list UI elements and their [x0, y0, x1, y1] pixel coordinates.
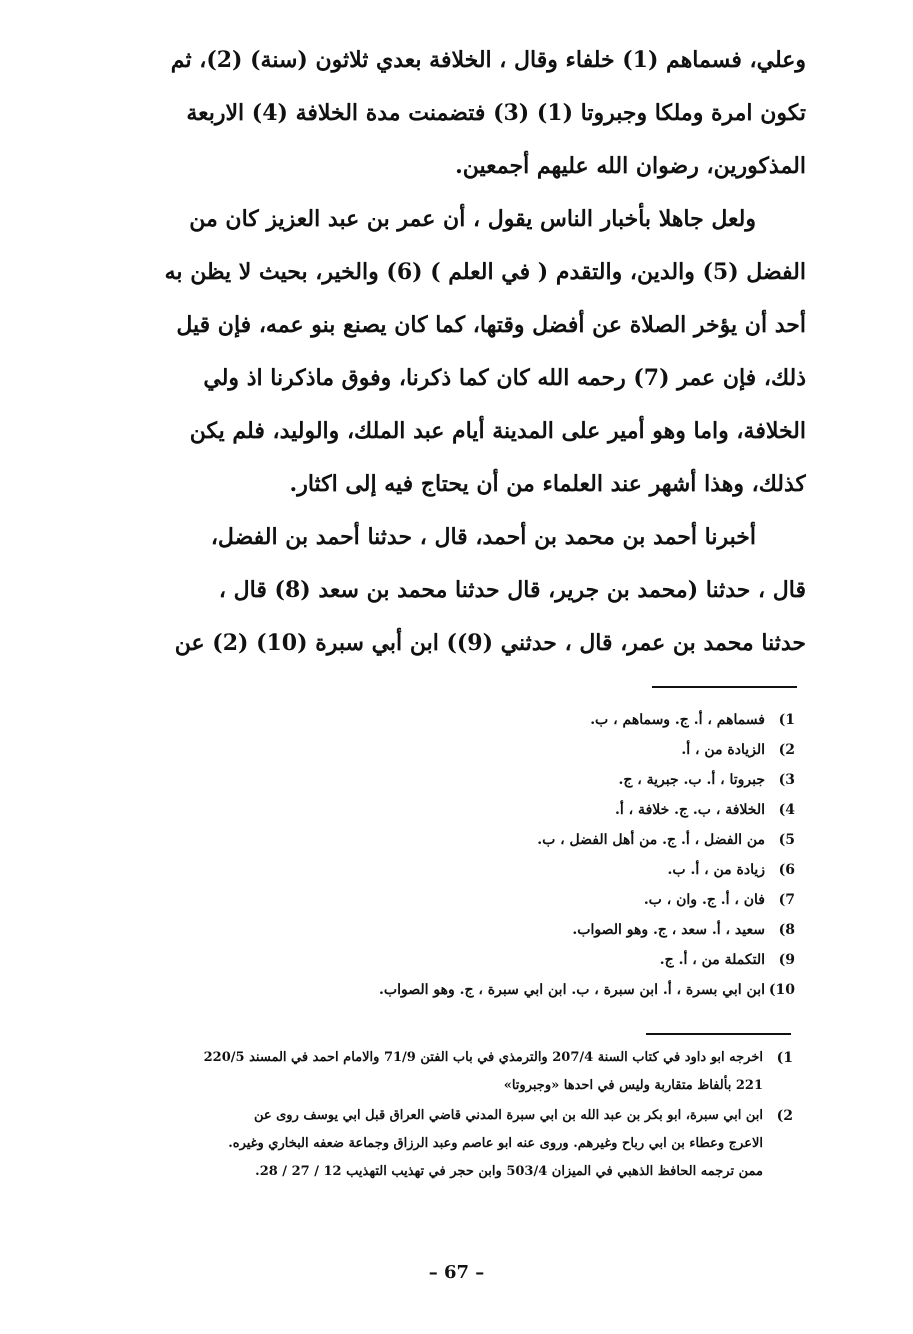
- main-text-line: وعلي، فسماهم (1) خلفاء وقال ، الخلافة بعدي ثلاثون (سنة) (2)، ثم: [170, 47, 806, 73]
- variant-item: [115, 705, 795, 735]
- footnote-body: [133, 1102, 763, 1186]
- main-text-line: ولعل جاهلا بأخبار الناس يقول ، أن عمر بن عبد العزيز كان من: [189, 206, 756, 232]
- variant-number: 9): [778, 952, 795, 968]
- main-text-line: قال ، حدثنا (محمد بن جرير، قال حدثنا محمد بن سعد (8) قال ،: [218, 577, 806, 603]
- variant-item: [115, 855, 795, 885]
- main-text-line: أخبرنا أحمد بن محمد بن أحمد، قال ، حدثنا أحمد بن الفضل،: [210, 524, 756, 550]
- footnote: [133, 1044, 793, 1100]
- variant-number: 6): [778, 862, 795, 878]
- main-text-line: الفضل (5) والدين، والتقدم ( في العلم ) (6) والخير، بحيث لا يظن به: [164, 259, 806, 285]
- variant-item: [115, 735, 795, 765]
- page-number: – 67 –: [428, 1262, 485, 1283]
- variant-number: 5): [778, 832, 795, 848]
- variant-number: 3): [778, 772, 795, 788]
- main-text-line: الخلافة، واما وهو أمير على المدينة أيام عبد الملك، والوليد، فلم يكن: [189, 418, 806, 444]
- variant-item: [115, 885, 795, 915]
- variant-text: الزيادة من ، أ.: [681, 742, 765, 758]
- variant-item: [115, 975, 795, 1005]
- footnote-line: اخرجه ابو داود في كتاب السنة 207/4 والترمذي في باب الفتن 71/9 والامام احمد في المسند 220/5: [203, 1050, 763, 1065]
- footnote-line: الاعرج وعطاء بن ابي رباح وغيرهم. وروى عنه ابو عاصم وعبد الرزاق وجماعة ضعفه البخاري وغيره.: [228, 1136, 763, 1151]
- variant-text: من الفضل ، أ. ج. من أهل الفضل ، ب.: [537, 832, 765, 848]
- variant-text: سعيد ، أ. سعد ، ج. وهو الصواب.: [572, 922, 765, 938]
- variant-item: [115, 915, 795, 945]
- main-text-line: ذلك، فإن عمر (7) رحمه الله كان كما ذكرنا، وفوق ماذكرنا اذ ولي: [203, 365, 806, 391]
- main-text-line: أحد أن يؤخر الصلاة عن أفضل وقتها، كما كان يصنع بنو عمه، فإن قيل: [176, 312, 806, 338]
- main-text-block: [138, 34, 806, 670]
- variant-text: ابن ابي بسرة ، أ. ابن سبرة ، ب. ابن ابي سبرة ، ج. وهو الصواب.: [379, 982, 765, 998]
- variant-text: فسماهم ، أ. ج. وسماهم ، ب.: [590, 712, 765, 728]
- variant-text: فان ، أ. ج. وان ، ب.: [643, 892, 765, 908]
- variant-number: 1): [778, 712, 795, 728]
- variant-number: 4): [778, 802, 795, 818]
- notes-separator: [646, 1033, 791, 1035]
- main-text-line: حدثنا محمد بن عمر، قال ، حدثني (9)) ابن أبي سبرة (10) (2) عن: [174, 630, 806, 656]
- footnote-line: 221 بألفاظ متقاربة وليس في احدها «وجبروتا»: [503, 1078, 763, 1093]
- variant-text: زيادة من ، أ. ب.: [667, 862, 765, 878]
- variant-readings-list: [115, 705, 795, 1005]
- footnote-body: [133, 1044, 763, 1100]
- variant-item: [115, 765, 795, 795]
- variant-number: 7): [778, 892, 795, 908]
- variant-number: 2): [778, 742, 795, 758]
- footnote-number: 2): [776, 1108, 793, 1124]
- variant-text: التكملة من ، أ. ج.: [659, 952, 765, 968]
- footnote-line: ابن ابي سبرة، ابو بكر بن عبد الله بن ابي سبرة المدني قاضي العراق قبل ابي يوسف روى عن: [253, 1108, 763, 1123]
- variant-number: 8): [778, 922, 795, 938]
- main-text-line: كذلك، وهذا أشهر عند العلماء من أن يحتاج فيه إلى اكثار.: [289, 471, 806, 497]
- footnote-number: 1): [776, 1050, 793, 1066]
- footnotes-list: [133, 1044, 793, 1188]
- variant-item: [115, 795, 795, 825]
- variant-item: [115, 825, 795, 855]
- main-text-line: المذكورين، رضوان الله عليهم أجمعين.: [455, 153, 806, 179]
- footnote-line: ممن ترجمه الحافظ الذهبي في الميزان 503/4 وابن حجر في تهذيب التهذيب 12 / 27 / 28.: [255, 1164, 763, 1179]
- variant-text: جبروتا ، أ. ب. جبرية ، ج.: [618, 772, 765, 788]
- variant-item: [115, 945, 795, 975]
- variant-number: 10): [768, 982, 795, 998]
- main-text-line: تكون امرة وملكا وجبروتا (1) (3) فتضمنت مدة الخلافة (4) الاربعة: [186, 100, 806, 126]
- footnote: [133, 1102, 793, 1186]
- variant-text: الخلافة ، ب. ج. خلافة ، أ.: [615, 802, 765, 818]
- variants-separator: [652, 686, 797, 688]
